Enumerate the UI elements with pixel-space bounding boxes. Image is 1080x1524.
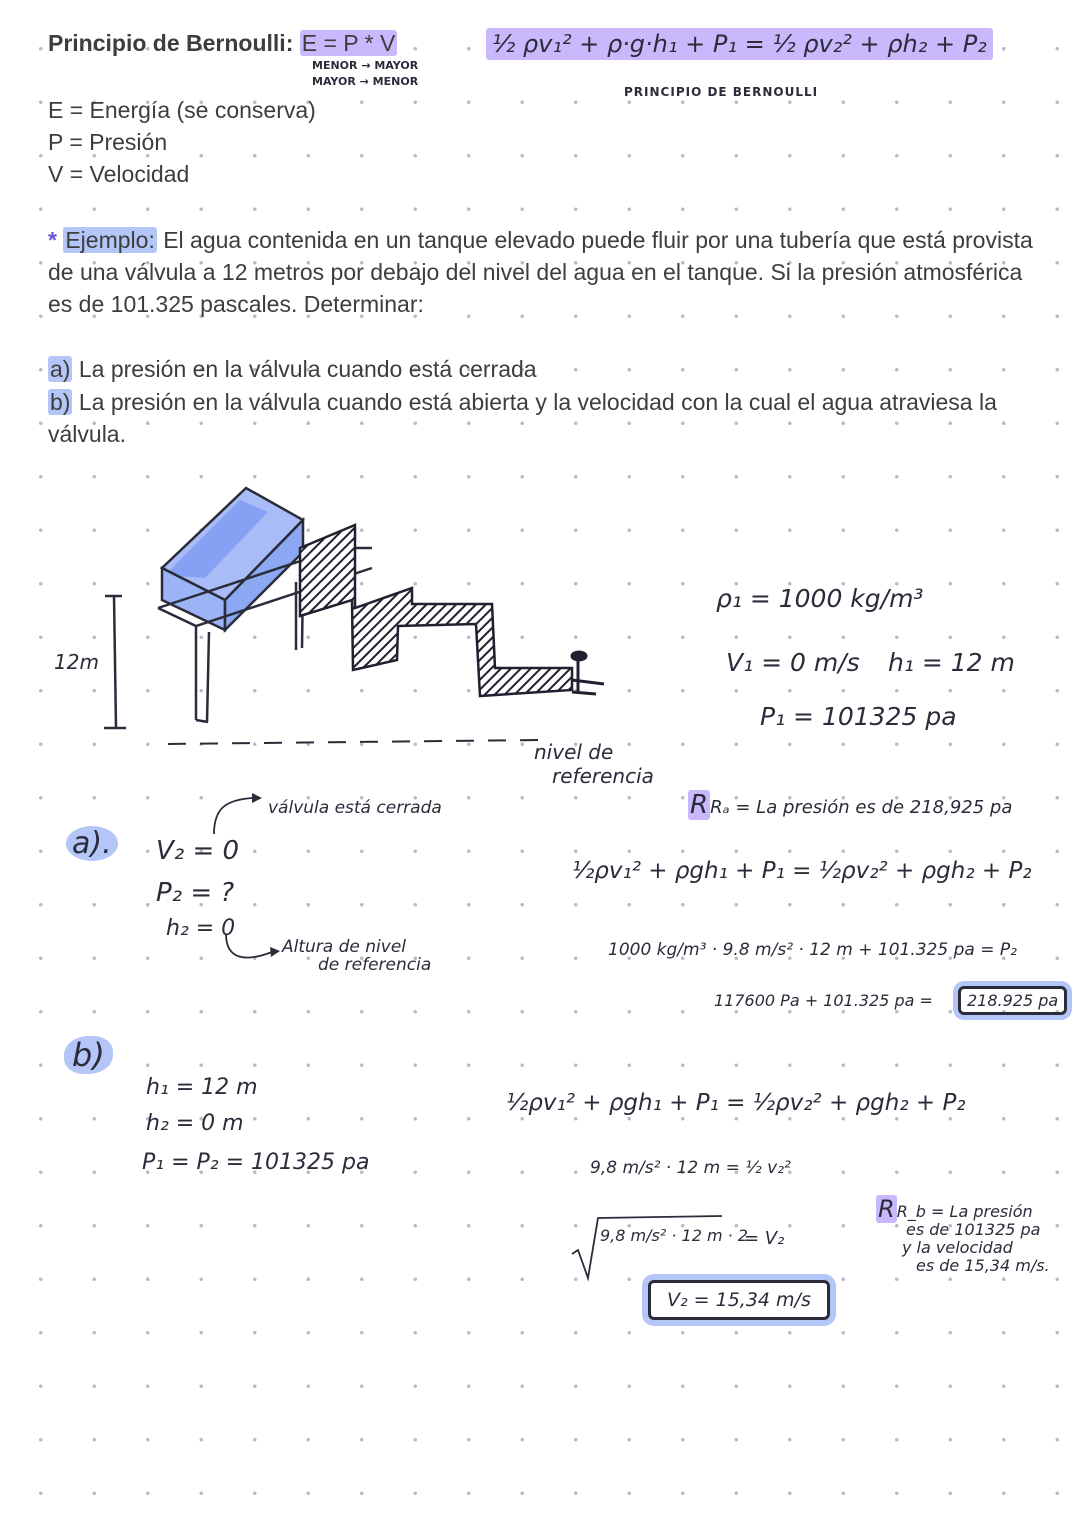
reference-label-line1: nivel de (534, 740, 614, 764)
bernoulli-equation: ½ ρv₁² + ρ·g·h₁ + P₁ = ½ ρv₂² + ρh₂ + P₂ (486, 30, 993, 58)
reference-label-line2: referencia (552, 764, 654, 788)
title-formula: E = P * V (301, 30, 396, 56)
given-density: ρ₁ = 1000 kg/m³ (716, 584, 924, 613)
given-v1: V₁ = 0 m/s (726, 648, 860, 677)
part-b-result: V₂ = 15,34 m/s (648, 1280, 830, 1320)
question-a-label: a) (50, 356, 71, 382)
part-b-step1: 9,8 m/s² · 12 m = ½ v₂² (590, 1158, 791, 1178)
part-b-h1: h₁ = 12 m (146, 1075, 258, 1100)
definition-pressure: P = Presión (48, 129, 168, 155)
part-a-result: 218.925 pa (958, 986, 1067, 1015)
part-b-pressure-eq: P₁ = P₂ = 101325 pa (142, 1150, 370, 1175)
part-b-answer-title: R_b = La presión (896, 1202, 1033, 1221)
example-statement: * Ejemplo: El agua contenida en un tanque elevado puede fluir por una tubería que está provista de una válvula a 12 metros por debajo del nivel del agua en el tanque. Si la presión atmosférica es de 101.325 pascales. Determinar: (48, 227, 1033, 317)
note-height-line1: Altura de nivel (282, 937, 406, 957)
title-prefix: Principio de Bernoulli: (48, 30, 294, 56)
part-a-p2: P₂ = ? (156, 878, 235, 908)
example-label: Ejemplo: (65, 227, 155, 253)
question-b-label: b) (50, 389, 71, 415)
part-a-h2: h₂ = 0 (166, 916, 236, 941)
formula-note-line1: MENOR → MAYOR (312, 59, 419, 72)
example-text: El agua contenida en un tanque elevado puede fluir por una tubería que está provista de una válvula a 12 metros por debajo del nivel del agua en el tanque. Si la presión atmosférica es de 101.325 pascales. Determinar: (48, 227, 1033, 317)
part-a-label: a). (66, 826, 118, 861)
height-label: 12m (54, 650, 99, 674)
part-b-step2-right: = V₂ (744, 1228, 785, 1249)
part-a-calc: 117600 Pa + 101.325 pa = (714, 991, 933, 1010)
part-b-answer-line2: es de 101325 pa (906, 1220, 1041, 1239)
part-b-answer-line4: es de 15,34 m/s. (916, 1256, 1050, 1275)
part-b-root-content: 9,8 m/s² · 12 m · 2 (600, 1226, 748, 1245)
definition-velocity: V = Velocidad (48, 161, 190, 187)
part-b-h2: h₂ = 0 m (146, 1111, 244, 1136)
bernoulli-caption: PRINCIPIO DE BERNOULLI (624, 85, 819, 99)
definition-energy: E = Energía (se conserva) (48, 97, 316, 123)
question-a-text: La presión en la válvula cuando está cerrada (78, 356, 537, 382)
given-p1: P₁ = 101325 pa (760, 702, 957, 731)
part-a-equation: ½ρv₁² + ρgh₁ + P₁ = ½ρv₂² + ρgh₂ + P₂ (572, 858, 1032, 884)
note-height-line2: de referencia (318, 955, 432, 975)
part-b-answer-line3: y la velocidad (902, 1238, 1013, 1257)
formula-note-line2: MAYOR → MENOR (312, 75, 419, 88)
question-b-text: La presión en la válvula cuando está abierta y la velocidad con la cual el agua atraviesa la válvula. (48, 389, 997, 447)
part-a-answer: R Rₐ = La presión es de 218,925 pa (690, 790, 1013, 820)
part-a-v2: V₂ = 0 (156, 836, 240, 866)
part-b-label: b) (64, 1036, 113, 1074)
part-b-answer: R R_b = La presión es de 101325 pa y la velocidad es de 15,34 m/s. (878, 1195, 1050, 1275)
given-h1: h₁ = 12 m (888, 648, 1015, 677)
part-a-substitution: 1000 kg/m³ · 9.8 m/s² · 12 m + 101.325 pa = P₂ (608, 940, 1017, 960)
note-valve-closed: válvula está cerrada (268, 798, 442, 818)
part-b-equation: ½ρv₁² + ρgh₁ + P₁ = ½ρv₂² + ρgh₂ + P₂ (506, 1090, 966, 1116)
